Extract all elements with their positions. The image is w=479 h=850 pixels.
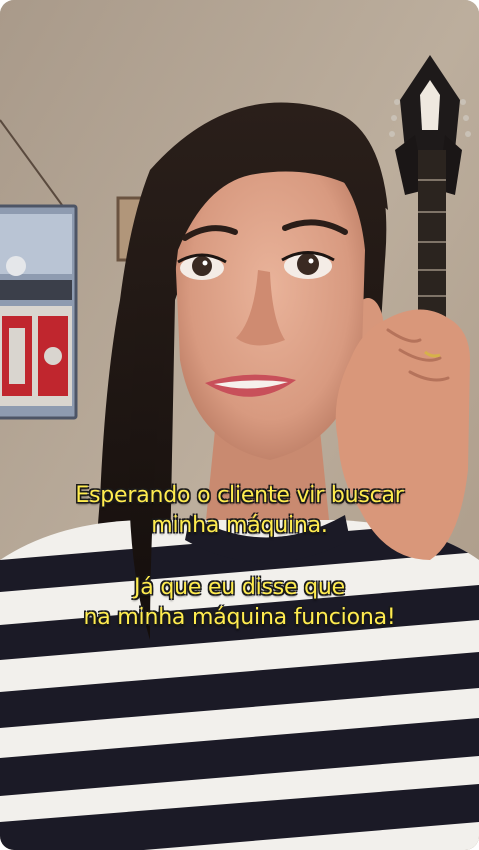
caption-line: Já que eu disse que xyxy=(133,575,346,600)
caption-line: Esperando o cliente vir buscar xyxy=(75,483,404,508)
caption-line: minha máquina. xyxy=(151,513,328,538)
caption-block-1 xyxy=(0,481,479,541)
caption-line: na minha máquina funciona! xyxy=(83,605,396,630)
wall-sign xyxy=(0,206,76,418)
caption-block-2 xyxy=(0,573,479,633)
